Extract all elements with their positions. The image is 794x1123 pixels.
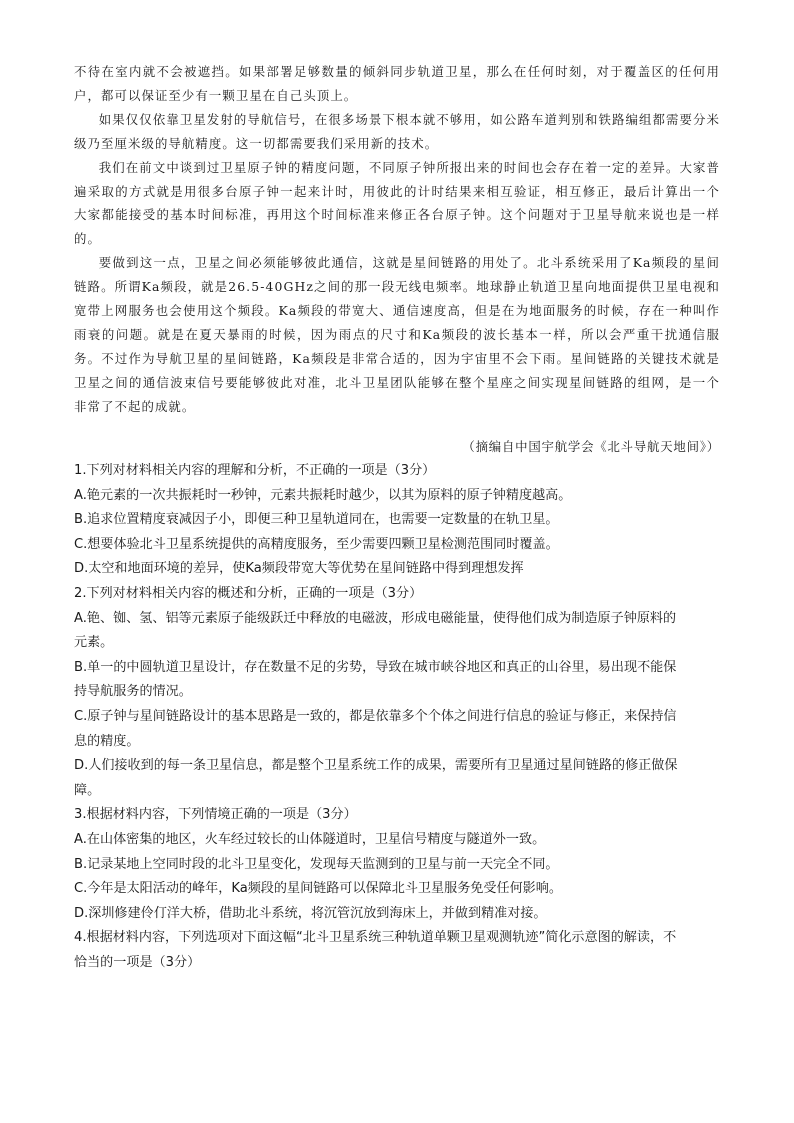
question-3-option-d: D.深圳修建伶仃洋大桥，借助北斗系统，将沉管沉放到海床上，并做到精准对接。 [74,905,547,921]
question-3-option-c: C.今年是太阳活动的峰年，Ka频段的星间链路可以保障北斗卫星服务免受任何影响。 [74,881,562,897]
reading-passage [74,60,720,419]
question-1-option-b: B.追求位置精度衰减因子小，即便三种卫星轨道同在，也需要一定数量的在轨卫星。 [74,512,559,528]
question-2-option-b: B.单一的中圆轨道卫星设计，存在数量不足的劣势，导致在城市峡谷地区和真正的山谷里，易出现不能保 [74,659,677,675]
question-1-stem: 1.下列对材料相关内容的理解和分析，不正确的一项是（3分） [74,463,436,478]
question-3-option-a: A.在山体密集的地区，火车经过较长的山体隧道时，卫星信号精度与隧道外一致。 [74,831,546,847]
question-2-option-d: D.人们接收到的每一条卫星信息，都是整个卫星系统工作的成果，需要所有卫星通过星间链路的修正做保 [74,758,678,774]
passage-source: （摘编自中国宇航学会《北斗导航天地间》） [462,439,720,454]
question-3-stem: 3.根据材料内容，下列情境正确的一项是（3分） [74,807,357,823]
question-2-option-c-cont: 息的精度。 [74,733,140,749]
passage-paragraph-4: 要做到这一点，卫星之间必须能够彼此通信，这就是星间链路的用处了。北斗系统采用了Ka频段的星间链路。所谓Ka频段，就是26.5-40GHz之间的那一段无线电频率。地球静止轨道卫星向地面提供卫星电视和宽带上网服务也会使用这个频段。Ka频段的带宽大、通信速度高，但是在为地面服务的时候，存在一种叫作雨衰的问题。就是在夏天暴雨的时候，因为雨点的尺寸和Ka频段的波长基本一样，所以会严重干扰通信服务。不过作为导航卫星的星间链路，Ka频段是非常合适的，因为宇宙里不会下雨。星间链路的关键技术就是卫星之间的通信波束信号要能够彼此对准，北斗卫星团队能够在整个星座之间实现星间链路的组网，是一个非常了不起的成就。 [74,255,720,414]
question-4-stem: 4.根据材料内容，下列选项对下面这幅“北斗卫星系统三种轨道单颗卫星观测轨迹”简化示意图的解读，不 [74,930,677,946]
question-2-option-a-cont: 元素。 [74,635,114,651]
question-4-stem-cont: 恰当的一项是（3分） [74,954,201,970]
passage-paragraph-2: 如果仅仅依靠卫星发射的导航信号，在很多场景下根本就不够用，如公路车道判别和铁路编组都需要分米级乃至厘米级的导航精度。这一切都需要我们采用新的技术。 [74,111,720,151]
question-3-option-b: B.记录某地上空同时段的北斗卫星变化，发现每天监测到的卫星与前一天完全不同。 [74,856,559,872]
question-2-option-d-cont: 障。 [74,782,101,798]
passage-paragraph-1: 不待在室内就不会被遮挡。如果部署足够数量的倾斜同步轨道卫星，那么在任何时刻，对于覆盖区的任何用户，都可以保证至少有一颗卫星在自己头顶上。 [74,64,720,103]
question-1-option-a: A.铯元素的一次共振耗时一秒钟，元素共振耗时越少，以其为原料的原子钟精度越高。 [74,487,572,503]
question-2-stem: 2.下列对材料相关内容的概述和分析，正确的一项是（3分） [74,585,423,601]
question-1-option-d: D.太空和地面环境的差异，使Ka频段带宽大等优势在星间链路中得到理想发挥 [74,561,524,577]
question-2-option-b-cont: 持导航服务的情况。 [74,684,192,700]
passage-paragraph-3: 我们在前文中谈到过卫星原子钟的精度问题，不同原子钟所报出来的时间也会存在着一定的差异。大家普遍采取的方式就是用很多台原子钟一起来计时，用彼此的计时结果来相互验证，相互修正，最后计算出一个大家都能接受的基本时间标准，再用这个时间标准来修正各台原子钟。这个问题对于卫星导航来说也是一样的。 [74,159,720,247]
question-2-option-c: C.原子钟与星间链路设计的基本思路是一致的，都是依靠多个个体之间进行信息的验证与修正，来保持信 [74,708,677,724]
question-section [74,459,720,975]
question-1-option-c: C.想要体验北斗卫星系统提供的高精度服务，至少需要四颗卫星检测范围同时覆盖。 [74,536,559,552]
question-2-option-a: A.铯、铷、氢、铝等元素原子能级跃迁中释放的电磁波，形成电磁能量，使得他们成为制造原子钟原料的 [74,610,677,626]
